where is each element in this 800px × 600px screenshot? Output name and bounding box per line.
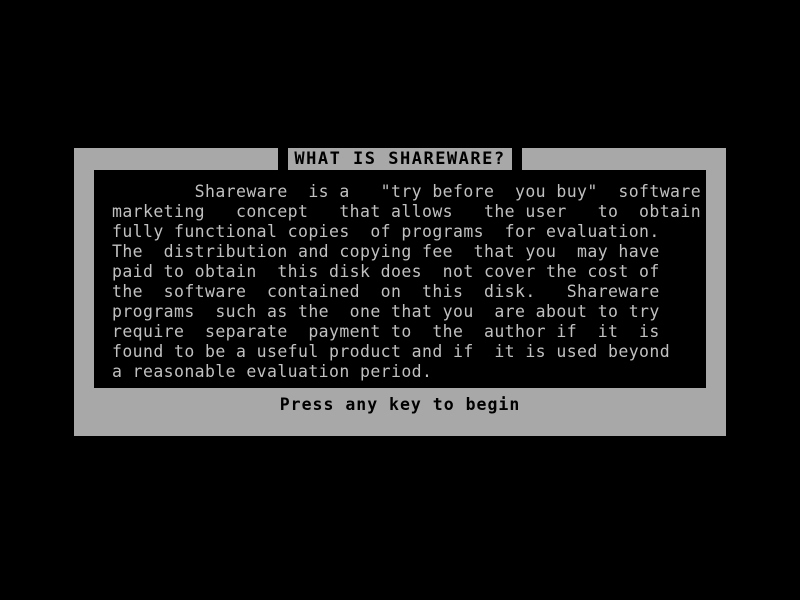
body-line: the software contained on this disk. Shareware [112, 282, 660, 301]
dialog-title-bar [74, 148, 726, 170]
dialog-body [94, 170, 706, 388]
body-line: Shareware is a "try before you buy" software [112, 182, 702, 201]
body-line: programs such as the one that you are about to try [112, 302, 660, 321]
body-line: fully functional copies of programs for evaluation. [112, 222, 660, 241]
body-line: marketing concept that allows the user to obtain [112, 202, 702, 221]
body-line: paid to obtain this disk does not cover the cost of [112, 262, 660, 281]
body-line: a reasonable evaluation period. [112, 362, 433, 381]
body-line: The distribution and copying fee that you may have [112, 242, 660, 261]
dialog-title: WHAT IS SHAREWARE? [288, 148, 511, 170]
title-bar-right-gap [512, 148, 522, 170]
body-line: require separate payment to the author if it is [112, 322, 660, 341]
shareware-dialog [74, 148, 726, 436]
body-line: found to be a useful product and if it is used beyond [112, 342, 671, 361]
dialog-footer[interactable] [94, 388, 706, 420]
press-any-key-prompt: Press any key to begin [279, 394, 521, 414]
title-bar-left-gap [278, 148, 288, 170]
